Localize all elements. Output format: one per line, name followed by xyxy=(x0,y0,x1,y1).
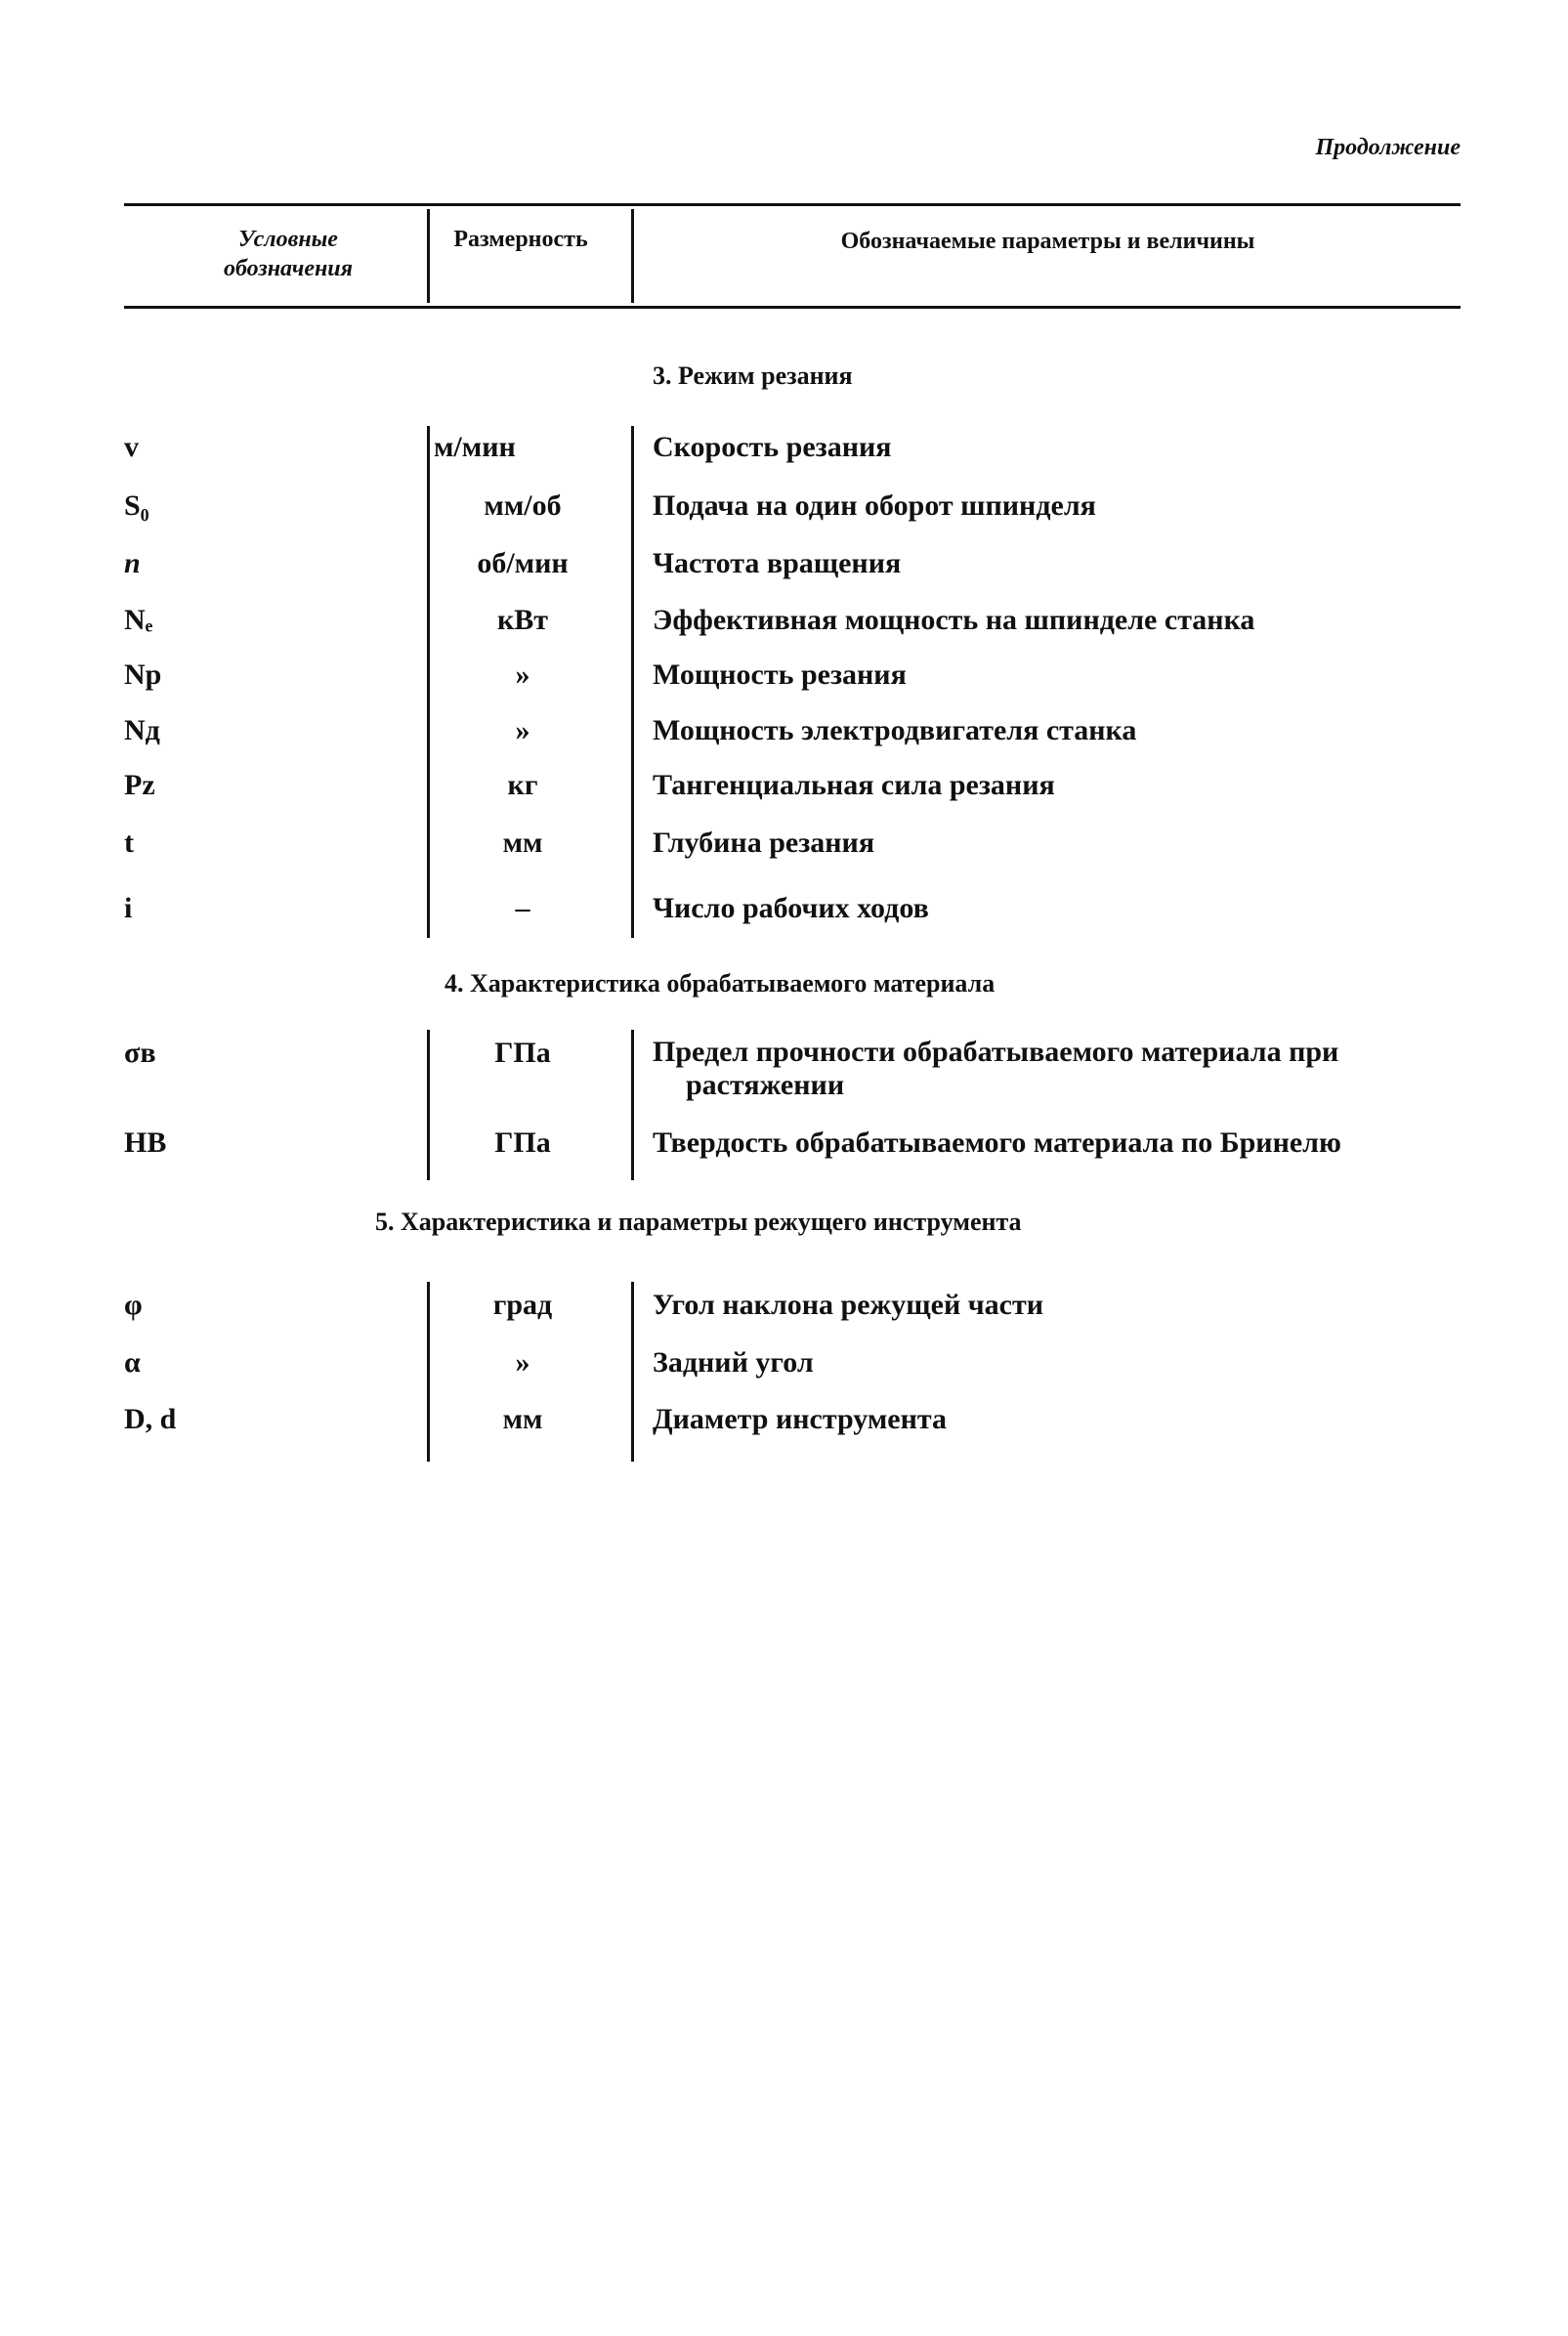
column-separator xyxy=(631,1282,634,1462)
row-symbol: Nр xyxy=(124,658,162,691)
row-symbol: α xyxy=(124,1346,141,1379)
description-line: растяжении xyxy=(686,1069,845,1101)
row-symbol: S₀ xyxy=(124,489,149,522)
header-top-rule xyxy=(124,203,1461,206)
row-dimension: мм/об xyxy=(484,489,562,522)
row-description: Мощность резания xyxy=(653,658,907,691)
row-description: Тангенциальная сила резания xyxy=(653,769,1055,801)
row-dimension: м/мин xyxy=(434,431,516,463)
row-description: Мощность электродвигателя станка xyxy=(653,714,1137,746)
row-symbol: Pz xyxy=(124,769,155,801)
header-separator-2 xyxy=(631,209,634,303)
row-symbol: D, d xyxy=(124,1403,177,1435)
header-dimension-col: Размерность xyxy=(453,227,588,252)
row-dimension: ГПа xyxy=(494,1037,551,1069)
description-line: Предел прочности обрабатываемого материала при xyxy=(653,1036,1339,1068)
row-description: Твердость обрабатываемого материала по Бринелю xyxy=(653,1126,1341,1159)
row-symbol: φ xyxy=(124,1289,143,1321)
row-symbol: n xyxy=(124,547,141,579)
row-description: Угол наклона режущей части xyxy=(653,1289,1043,1321)
continuation-label: Продолжение xyxy=(1315,135,1461,160)
row-description: Эффективная мощность на шпинделе станка xyxy=(653,604,1255,636)
row-dimension: град xyxy=(492,1289,553,1321)
section-title: 5. Характеристика и параметры режущего инструмента xyxy=(375,1208,1022,1236)
row-dimension: – xyxy=(515,892,530,924)
row-symbol: v xyxy=(124,431,139,463)
column-separator xyxy=(631,426,634,938)
row-description: Глубина резания xyxy=(653,827,875,859)
row-symbol: Nд xyxy=(124,714,160,746)
row-symbol: i xyxy=(124,892,133,924)
row-dimension: кг xyxy=(507,769,538,801)
section-title: 3. Режим резания xyxy=(653,361,853,390)
row-description xyxy=(653,1036,1463,1102)
row-description: Число рабочих ходов xyxy=(653,892,929,924)
row-dimension: » xyxy=(515,714,530,746)
column-separator xyxy=(631,1030,634,1180)
row-dimension: ГПа xyxy=(494,1126,551,1159)
header-symbol-col: Условные обозначения xyxy=(224,227,353,281)
row-description: Подача на один оборот шпинделя xyxy=(653,489,1096,522)
row-description: Частота вращения xyxy=(653,547,902,579)
row-dimension: кВт xyxy=(496,604,549,636)
header-bottom-rule xyxy=(124,306,1461,309)
row-dimension: » xyxy=(515,658,530,691)
row-dimension: мм xyxy=(502,1403,543,1435)
header-description-col: Обозначаемые параметры и величины xyxy=(840,229,1255,254)
row-description: Задний угол xyxy=(653,1346,814,1379)
row-symbol: Nₑ xyxy=(124,604,153,636)
row-dimension: об/мин xyxy=(477,547,569,579)
row-dimension: » xyxy=(515,1346,530,1379)
section-title: 4. Характеристика обрабатываемого материала xyxy=(445,969,996,998)
row-symbol: σв xyxy=(124,1037,156,1069)
row-symbol: HB xyxy=(124,1126,167,1159)
header-separator-1 xyxy=(427,209,430,303)
row-dimension: мм xyxy=(502,827,543,859)
row-description: Скорость резания xyxy=(653,431,892,463)
row-symbol: t xyxy=(124,827,134,859)
row-description: Диаметр инструмента xyxy=(653,1403,947,1435)
